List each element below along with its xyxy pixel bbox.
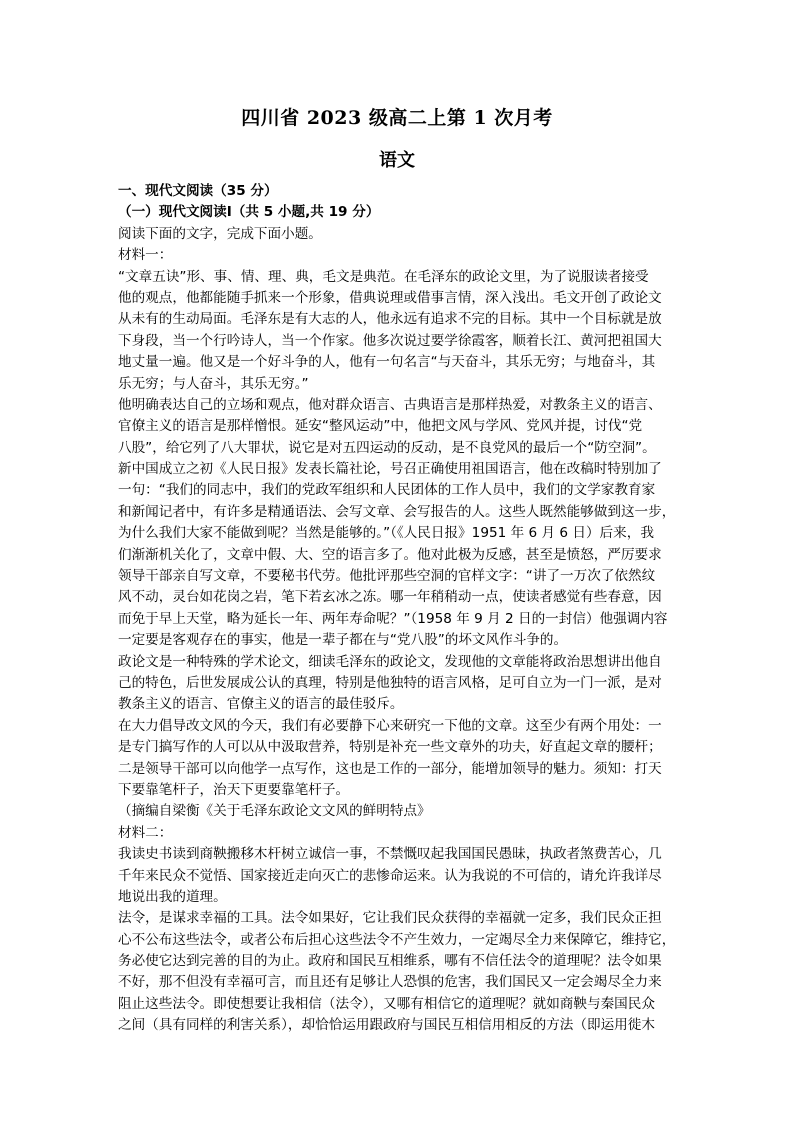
text-line: 不好，那不但没有幸福可言，而且还有足够让人恐惧的危害，我们国民又一定会竭尽全力来: [118, 974, 662, 991]
text-line: 千年来民众不觉悟、国家接近走向灭亡的悲惨命运来。认为我说的不可信的，请允许我详尽: [118, 867, 662, 884]
document-title: 四川省 2023 级高二上第 1 次月考: [241, 107, 553, 129]
text-line: 材料二：: [118, 824, 173, 841]
text-line: “文章五诀”形、事、情、理、典，毛文是典范。在毛泽东的政论文里，为了说服读者接受: [118, 268, 649, 285]
text-line: 务必使它达到完善的目的为止。政府和国民互相维系，哪有不信任法令的道理呢？法令如果: [118, 953, 662, 970]
text-line: （摘编自梁衡《关于毛泽东政论文文风的鲜明特点》: [118, 803, 431, 820]
text-line: 材料一：: [118, 247, 173, 264]
text-line: 为什么我们大家不能做到呢？当然是能够的。”（《人民日报》1951 年 6 月 6 日）后来，我: [118, 525, 654, 542]
document-body: [118, 181, 678, 1037]
text-line: 地说出我的道理。: [118, 888, 227, 905]
text-line: 下身段，当一个行吟诗人，当一个作家。他多次说过要学徐霞客，顺着长江、黄河把祖国大: [118, 332, 662, 349]
text-line: 官僚主义的语言是那样憎恨。延安“整风运动”中，他把文风与学风、党风并提，讨伐“党: [118, 418, 643, 435]
text-line: 从未有的生动局面。毛泽东是有大志的人，他永远有追求不完的目标。其中一个目标就是放: [118, 311, 662, 328]
text-line: 法令，是谋求幸福的工具。法令如果好，它让我们民众获得的幸福就一定多，我们民众正担: [118, 910, 662, 927]
text-line: 风不动，灵台如花岗之岩，笔下若玄冰之冻。哪一年稍稍动一点，使读者感觉有些春意，因: [118, 589, 662, 606]
text-line: 下要靠笔杆子，治天下更要靠笔杆子。: [118, 781, 350, 798]
text-line: 一定要是客观存在的事实，他是一辈子都在与“党八股”的坏文风作斗争的。: [118, 632, 568, 649]
text-line: 领导干部亲自写文章，不要秘书代劳。他批评那些空洞的官样文字：“讲了一万次了依然纹: [118, 568, 656, 585]
text-line: 们渐渐机关化了，文章中假、大、空的语言多了。他对此极为反感，甚至是愤怒，严厉要求: [118, 546, 662, 563]
section-heading-line: （一）现代文阅读Ⅰ（共 5 小题,共 19 分）: [118, 204, 380, 221]
text-line: 是专门搞写作的人可以从中汲取营养，特别是补充一些文章外的功夫，好直起文章的腰杆；: [118, 739, 662, 756]
text-line: 二是领导干部可以向他学一点写作，这也是工作的一部分，能增加领导的魅力。须知：打天: [118, 760, 662, 777]
text-line: 他的观点，他都能随手抓来一个形象，借典说理或借事言情，深入浅出。毛文开创了政论文: [118, 289, 662, 306]
text-line: 教条主义的语言、官僚主义的语言的最佳驳斥。: [118, 696, 404, 713]
text-line: 而免于早上天堂，略为延长一年、两年寿命呢？”（1958 年 9 月 2 日的一封信）他强调内容: [118, 610, 668, 627]
text-line: 阅读下面的文字，完成下面小题。: [118, 225, 322, 242]
text-line: 心不公布这些法令，或者公布后担心这些法令不产生效力，一定竭尽全力来保障它，维持它，: [118, 931, 676, 948]
text-line: 之间（具有同样的利害关系），却恰恰运用跟政府与国民互相信用相反的方法（即运用徙木: [118, 1017, 655, 1034]
section-heading-line: 一、现代文阅读（35 分）: [118, 183, 278, 199]
text-line: 政论文是一种特殊的学术论文，细读毛泽东的政论文，发现他的文章能将政治思想讲出他自: [118, 653, 662, 670]
text-line: 我读史书读到商鞅搬移木杆树立诚信一事，不禁慨叹起我国国民愚昧，执政者煞费苦心，几: [118, 846, 662, 863]
text-line: 己的特色，后世发展成公认的真理，特别是他独特的语言风格，足可自立为一门一派，是对: [118, 674, 662, 691]
text-line: 乐无穷；与人奋斗，其乐无穷。”: [118, 375, 309, 392]
text-line: 新中国成立之初《人民日报》发表长篇社论，号召正确使用祖国语言，他在改稿时特别加了: [118, 461, 662, 478]
text-line: 他明确表达自己的立场和观点，他对群众语言、古典语言是那样热爱，对教条主义的语言、: [118, 396, 662, 413]
subject-title: 语文: [379, 150, 415, 171]
text-line: 在大力倡导改文风的今天，我们有必要静下心来研究一下他的文章。这至少有两个用处：一: [118, 717, 662, 734]
text-line: 地丈量一遍。他又是一个好斗争的人，他有一句名言“与天奋斗，其乐无穷；与地奋斗，其: [118, 354, 656, 371]
text-line: 阻止这些法令。即使想要让我相信（法令），又哪有相信它的道理呢？就如商鞅与秦国民众: [118, 995, 655, 1012]
text-line: 和新闻记者中，有许多是精通语法、会写文章、会写报告的人。这些人既然能够做到这一步，: [118, 503, 676, 520]
text-line: 八股”，给它列了八大罪状，说它是对五四运动的反动，是不良党风的最后一个“防空洞”。: [118, 439, 656, 456]
text-line: 一句：“我们的同志中，我们的党政军组织和人民团体的工作人员中，我们的文学家教育家: [118, 482, 656, 499]
